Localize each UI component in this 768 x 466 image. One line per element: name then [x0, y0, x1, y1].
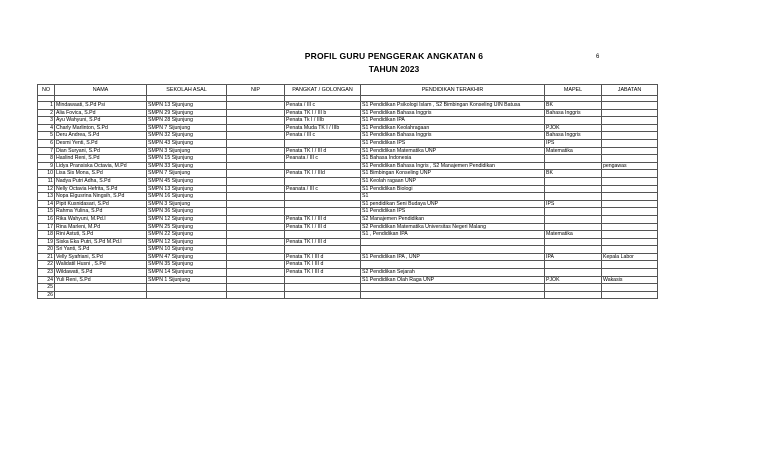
cell-sekolah: SMPN 22 Sijunjung — [147, 231, 227, 239]
table-row — [38, 208, 658, 216]
cell-jabatan — [602, 177, 658, 185]
cell-jabatan — [602, 139, 658, 147]
cell-pendidikan: S1 Pendidikan Bahasa Ingris , S2 Manajemen Pendidikan — [361, 162, 545, 170]
cell-nip — [227, 102, 285, 110]
cell-mapel: PJOK — [545, 124, 602, 132]
cell-pangkat: Penata TK I III d — [285, 269, 361, 277]
cell-mapel — [545, 155, 602, 163]
cell-no: 21 — [38, 253, 55, 261]
cell-pendidikan — [361, 284, 545, 292]
table-row — [38, 185, 658, 193]
cell-nip — [227, 253, 285, 261]
table-body — [38, 96, 658, 299]
page-number: 6 — [596, 54, 600, 60]
cell-pangkat: Peanata / III c — [285, 185, 361, 193]
cell-nama: Rina Marleni, M.Pd — [55, 223, 147, 231]
cell-pendidikan — [361, 261, 545, 269]
cell-nama — [55, 284, 147, 292]
cell-sekolah: SMPN 15 Sijunjung — [147, 155, 227, 163]
cell-nama: Wildawati, S.Pd — [55, 269, 147, 277]
cell-sekolah: SMPN 32 Sijunjung — [147, 132, 227, 140]
cell-mapel: IPS — [545, 200, 602, 208]
cell-nip — [227, 276, 285, 284]
table-row — [38, 253, 658, 261]
cell-nip — [227, 208, 285, 216]
cell-pangkat: Penata TK I / III d — [285, 215, 361, 223]
cell-sekolah: SMPN 43 Sijunjung — [147, 139, 227, 147]
table-row — [38, 238, 658, 246]
cell-mapel — [545, 215, 602, 223]
cell-sekolah — [147, 291, 227, 299]
cell-jabatan — [602, 132, 658, 140]
cell-pangkat: Penata TK I / IIId — [285, 170, 361, 178]
cell-jabatan — [602, 231, 658, 239]
cell-nip — [227, 109, 285, 117]
cell-sekolah: SMPN 7 Sijunjung — [147, 170, 227, 178]
cell-mapel — [545, 246, 602, 254]
cell-jabatan — [602, 261, 658, 269]
cell-mapel: BK — [545, 102, 602, 110]
cell-pendidikan: S1 Pendidikan Bahasa Inggris — [361, 109, 545, 117]
cell-jabatan — [602, 124, 658, 132]
cell-mapel: IPA — [545, 253, 602, 261]
table-row — [38, 117, 658, 125]
cell-sekolah: SMPN 10 Sijunjung — [147, 246, 227, 254]
cell-pendidikan — [361, 291, 545, 299]
cell-jabatan — [602, 208, 658, 216]
cell-nip — [227, 147, 285, 155]
cell-nip — [227, 162, 285, 170]
table-row — [38, 223, 658, 231]
cell-pangkat — [285, 193, 361, 201]
cell-nama: Lisa Sis Mona, S.Pd — [55, 170, 147, 178]
cell-nip — [227, 284, 285, 292]
cell-pangkat: Penata Tk I / IIIb — [285, 117, 361, 125]
cell-mapel: PJOK — [545, 276, 602, 284]
cell-sekolah: SMPN 13 Sijunjung — [147, 185, 227, 193]
cell-sekolah: SMPN 14 Sijunjung — [147, 269, 227, 277]
cell-nip — [227, 170, 285, 178]
cell-no: 3 — [38, 117, 55, 125]
cell-sekolah: SMPN 13 Sijunjung — [147, 102, 227, 110]
cell-mapel — [545, 238, 602, 246]
cell-no: 4 — [38, 124, 55, 132]
header-nama: NAMA — [55, 85, 147, 96]
cell-no: 10 — [38, 170, 55, 178]
cell-sekolah — [147, 284, 227, 292]
cell-nip — [227, 246, 285, 254]
cell-no: 14 — [38, 200, 55, 208]
cell-no: 12 — [38, 185, 55, 193]
cell-mapel — [545, 291, 602, 299]
cell-pendidikan — [361, 246, 545, 254]
header-nip: NIP — [227, 85, 285, 96]
cell-nama: Nelly Octavia Hefrita, S.Pd — [55, 185, 147, 193]
cell-mapel — [545, 284, 602, 292]
cell-pangkat — [285, 208, 361, 216]
cell-no: 15 — [38, 208, 55, 216]
table-row — [38, 215, 658, 223]
cell-nama: Nadya Putri Adha, S.Pd — [55, 177, 147, 185]
cell-no: 5 — [38, 132, 55, 140]
cell-nama: Nopa Elgusrina Ningsih, S.Pd — [55, 193, 147, 201]
table-row — [38, 246, 658, 254]
cell-pendidikan: S2 Pendidikan Matematika Universitas Negeri Malang — [361, 223, 545, 231]
cell-nip — [227, 261, 285, 269]
cell-jabatan — [602, 147, 658, 155]
cell-jabatan — [602, 193, 658, 201]
cell-nip — [227, 238, 285, 246]
cell-sekolah: SMPN 25 Sijunjung — [147, 223, 227, 231]
header-jabatan: JABATAN — [602, 85, 658, 96]
cell-nama — [55, 291, 147, 299]
cell-pangkat — [285, 162, 361, 170]
cell-pangkat: Peanata / III c — [285, 155, 361, 163]
cell-jabatan — [602, 170, 658, 178]
cell-pendidikan: S1 Pendidikan Psikologi Islam , S2 Bimbingan Konseling UIN Batusa — [361, 102, 545, 110]
cell-mapel — [545, 261, 602, 269]
cell-nama: Yuli Reni, S.Pd — [55, 276, 147, 284]
document-subtitle: TAHUN 2023 — [368, 64, 420, 74]
cell-pangkat — [285, 284, 361, 292]
cell-nama: Ayu Wahyuni, S.Pd — [55, 117, 147, 125]
cell-sekolah: SMPN 35 Sijunjung — [147, 261, 227, 269]
cell-pangkat: Penata TK I III d — [285, 253, 361, 261]
cell-pangkat: Penata / III c — [285, 102, 361, 110]
cell-pangkat — [285, 200, 361, 208]
cell-nama: Pipit Kusnidasari, S.Pd — [55, 200, 147, 208]
table-row — [38, 291, 658, 299]
cell-jabatan: pengawas — [602, 162, 658, 170]
cell-no: 1 — [38, 102, 55, 110]
cell-nip — [227, 291, 285, 299]
cell-sekolah: SMPN 12 Sijunjung — [147, 238, 227, 246]
teacher-profile-table — [37, 84, 658, 299]
cell-nip — [227, 139, 285, 147]
cell-mapel — [545, 269, 602, 277]
cell-nama: Walidatil Husni , S.Pd — [55, 261, 147, 269]
cell-pendidikan: S1 Keolah ragaan UNP — [361, 177, 545, 185]
cell-sekolah: SMPN 45 Sijunjung — [147, 177, 227, 185]
cell-mapel: Bahasa Inggris — [545, 132, 602, 140]
cell-pendidikan — [361, 238, 545, 246]
table-row — [38, 193, 658, 201]
cell-pangkat: Penata TK I / III d — [285, 147, 361, 155]
cell-sekolah: SMPN 12 Sijunjung — [147, 215, 227, 223]
cell-jabatan — [602, 215, 658, 223]
cell-sekolah: SMPN 16 Sijunjung — [147, 193, 227, 201]
cell-sekolah: SMPN 1 Sijunjung — [147, 276, 227, 284]
cell-jabatan — [602, 269, 658, 277]
header-mapel: MAPEL — [545, 85, 602, 96]
cell-mapel — [545, 193, 602, 201]
cell-sekolah: SMPN 29 Sijunjung — [147, 109, 227, 117]
table-row — [38, 231, 658, 239]
cell-mapel: Matematika — [545, 147, 602, 155]
cell-no: 17 — [38, 223, 55, 231]
cell-jabatan — [602, 291, 658, 299]
cell-no: 6 — [38, 139, 55, 147]
cell-jabatan — [602, 200, 658, 208]
cell-nip — [227, 223, 285, 231]
header-pangkat: PANGKAT / GOLONGAN — [285, 85, 361, 96]
cell-nip — [227, 269, 285, 277]
header-pendidikan: PENDIDIKAN TERAKHIR — [361, 85, 545, 96]
cell-no: 24 — [38, 276, 55, 284]
cell-no: 19 — [38, 238, 55, 246]
cell-no: 8 — [38, 155, 55, 163]
cell-pangkat — [285, 276, 361, 284]
cell-nip — [227, 231, 285, 239]
cell-nip — [227, 132, 285, 140]
cell-nama: Haslind Reni, S.Pd — [55, 155, 147, 163]
cell-nip — [227, 155, 285, 163]
cell-nama: Alia Fovica, S.Pd — [55, 109, 147, 117]
cell-jabatan: Kepala Labor — [602, 253, 658, 261]
cell-mapel: BK — [545, 170, 602, 178]
cell-pendidikan: S1 Pendidikan Keolahragaan — [361, 124, 545, 132]
cell-pendidikan: S1 Pendidikan IPA — [361, 117, 545, 125]
cell-nama: Siska Eka Putri, S.Pd M.Pd.I — [55, 238, 147, 246]
cell-nama: Charly Marlinton, S.Pd — [55, 124, 147, 132]
cell-pendidikan: S1 Bimbingan Konseling UNP — [361, 170, 545, 178]
cell-no: 7 — [38, 147, 55, 155]
cell-pangkat: Penata TK I III d — [285, 261, 361, 269]
cell-nip — [227, 124, 285, 132]
cell-pangkat — [285, 139, 361, 147]
cell-sekolah: SMPN 47 Sijunjung — [147, 253, 227, 261]
table-row — [38, 147, 658, 155]
cell-sekolah: SMPN 3 Sijunjung — [147, 200, 227, 208]
cell-no: 26 — [38, 291, 55, 299]
cell-sekolah: SMPN 7 Sijunjung — [147, 124, 227, 132]
cell-nama: Rahma Yulina, S.Pd — [55, 208, 147, 216]
cell-pangkat: Penata TK I / III d — [285, 223, 361, 231]
cell-jabatan — [602, 117, 658, 125]
cell-nama: Rika Wahyuni, M.Pd.I — [55, 215, 147, 223]
cell-no: 18 — [38, 231, 55, 239]
cell-no: 9 — [38, 162, 55, 170]
table-row — [38, 200, 658, 208]
cell-nip — [227, 117, 285, 125]
table-row — [38, 177, 658, 185]
cell-mapel: Matematika — [545, 231, 602, 239]
cell-no: 23 — [38, 269, 55, 277]
cell-nip — [227, 200, 285, 208]
cell-jabatan — [602, 185, 658, 193]
header-sekolah: SEKOLAH ASAL — [147, 85, 227, 96]
cell-pendidikan: S1 Bahasa Indonesia — [361, 155, 545, 163]
cell-no: 25 — [38, 284, 55, 292]
cell-no: 13 — [38, 193, 55, 201]
cell-mapel — [545, 223, 602, 231]
cell-pendidikan: S1 Pendidikan Matematika UNP — [361, 147, 545, 155]
cell-pendidikan: S1 Pendidikan IPA , UNP — [361, 253, 545, 261]
cell-jabatan — [602, 223, 658, 231]
table-row — [38, 139, 658, 147]
cell-no: 2 — [38, 109, 55, 117]
cell-pendidikan: S1 Pendidikan Olah Raga UNP — [361, 276, 545, 284]
document-title: PROFIL GURU PENGGERAK ANGKATAN 6 — [304, 51, 484, 61]
cell-mapel: Bahasa Inggris — [545, 109, 602, 117]
cell-jabatan — [602, 102, 658, 110]
cell-jabatan — [602, 109, 658, 117]
cell-nama: Lidya Pransiska Octavia, M.Pd — [55, 162, 147, 170]
cell-mapel — [545, 177, 602, 185]
cell-nama: Mindawaati, S.Pd Psi — [55, 102, 147, 110]
cell-pangkat: Penata TK I / III b — [285, 109, 361, 117]
cell-pangkat: Penata / III c — [285, 132, 361, 140]
table-row — [38, 155, 658, 163]
cell-pendidikan: S1 Pendidikan Biologi — [361, 185, 545, 193]
cell-nip — [227, 185, 285, 193]
cell-sekolah: SMPN 3 Sijunjung — [147, 147, 227, 155]
table-header-row — [38, 85, 658, 96]
cell-mapel — [545, 185, 602, 193]
table-row — [38, 109, 658, 117]
cell-sekolah: SMPN 36 Sijunjung — [147, 208, 227, 216]
cell-pendidikan: S2 Manajemen Pendidikan — [361, 215, 545, 223]
cell-no: 11 — [38, 177, 55, 185]
cell-jabatan — [602, 284, 658, 292]
table-row — [38, 269, 658, 277]
cell-pendidikan: S1 pendidikan Seni Budaya UNP — [361, 200, 545, 208]
cell-pangkat — [285, 246, 361, 254]
cell-mapel — [545, 162, 602, 170]
header-no: NO — [38, 85, 55, 96]
cell-jabatan — [602, 238, 658, 246]
table-row — [38, 284, 658, 292]
table-row — [38, 124, 658, 132]
cell-nama: Desmi Yenti, S.Pd — [55, 139, 147, 147]
cell-jabatan: Wakasis — [602, 276, 658, 284]
cell-jabatan — [602, 155, 658, 163]
cell-nip — [227, 215, 285, 223]
cell-no: 20 — [38, 246, 55, 254]
cell-mapel — [545, 208, 602, 216]
cell-pangkat — [285, 177, 361, 185]
cell-pangkat: Penata Muda TK I / IIIb — [285, 124, 361, 132]
cell-pangkat — [285, 231, 361, 239]
cell-mapel: IPS — [545, 139, 602, 147]
table-row — [38, 276, 658, 284]
cell-nama: Deru Andrea, S.Pd — [55, 132, 147, 140]
cell-pendidikan: S1 — [361, 193, 545, 201]
cell-nip — [227, 193, 285, 201]
table-row — [38, 102, 658, 110]
cell-pangkat — [285, 291, 361, 299]
table-row — [38, 132, 658, 140]
table-row — [38, 162, 658, 170]
cell-sekolah: SMPN 33 Sijunjung — [147, 162, 227, 170]
cell-pendidikan: S2 Pendidikan Sejarah — [361, 269, 545, 277]
cell-pendidikan: S1 , Pendidikan IPA — [361, 231, 545, 239]
cell-nip — [227, 177, 285, 185]
cell-pendidikan: S1 Pendidikan Bahasa Inggris — [361, 132, 545, 140]
cell-nama: Sri Yanti, S.Pd — [55, 246, 147, 254]
cell-jabatan — [602, 246, 658, 254]
cell-nama: Rini Astuti, S.Pd — [55, 231, 147, 239]
cell-no: 22 — [38, 261, 55, 269]
cell-pangkat: Penata TK I / III d — [285, 238, 361, 246]
cell-nama: Velly Syafriani, S.Pd — [55, 253, 147, 261]
cell-mapel — [545, 117, 602, 125]
cell-sekolah: SMPN 28 Sijunjung — [147, 117, 227, 125]
cell-pendidikan: S1 Pendidikan IPS — [361, 139, 545, 147]
table-row — [38, 261, 658, 269]
cell-no: 16 — [38, 215, 55, 223]
cell-nama: Dian Suryani, S.Pd — [55, 147, 147, 155]
table-row — [38, 170, 658, 178]
cell-pendidikan: S1 Pendidikan IPS — [361, 208, 545, 216]
